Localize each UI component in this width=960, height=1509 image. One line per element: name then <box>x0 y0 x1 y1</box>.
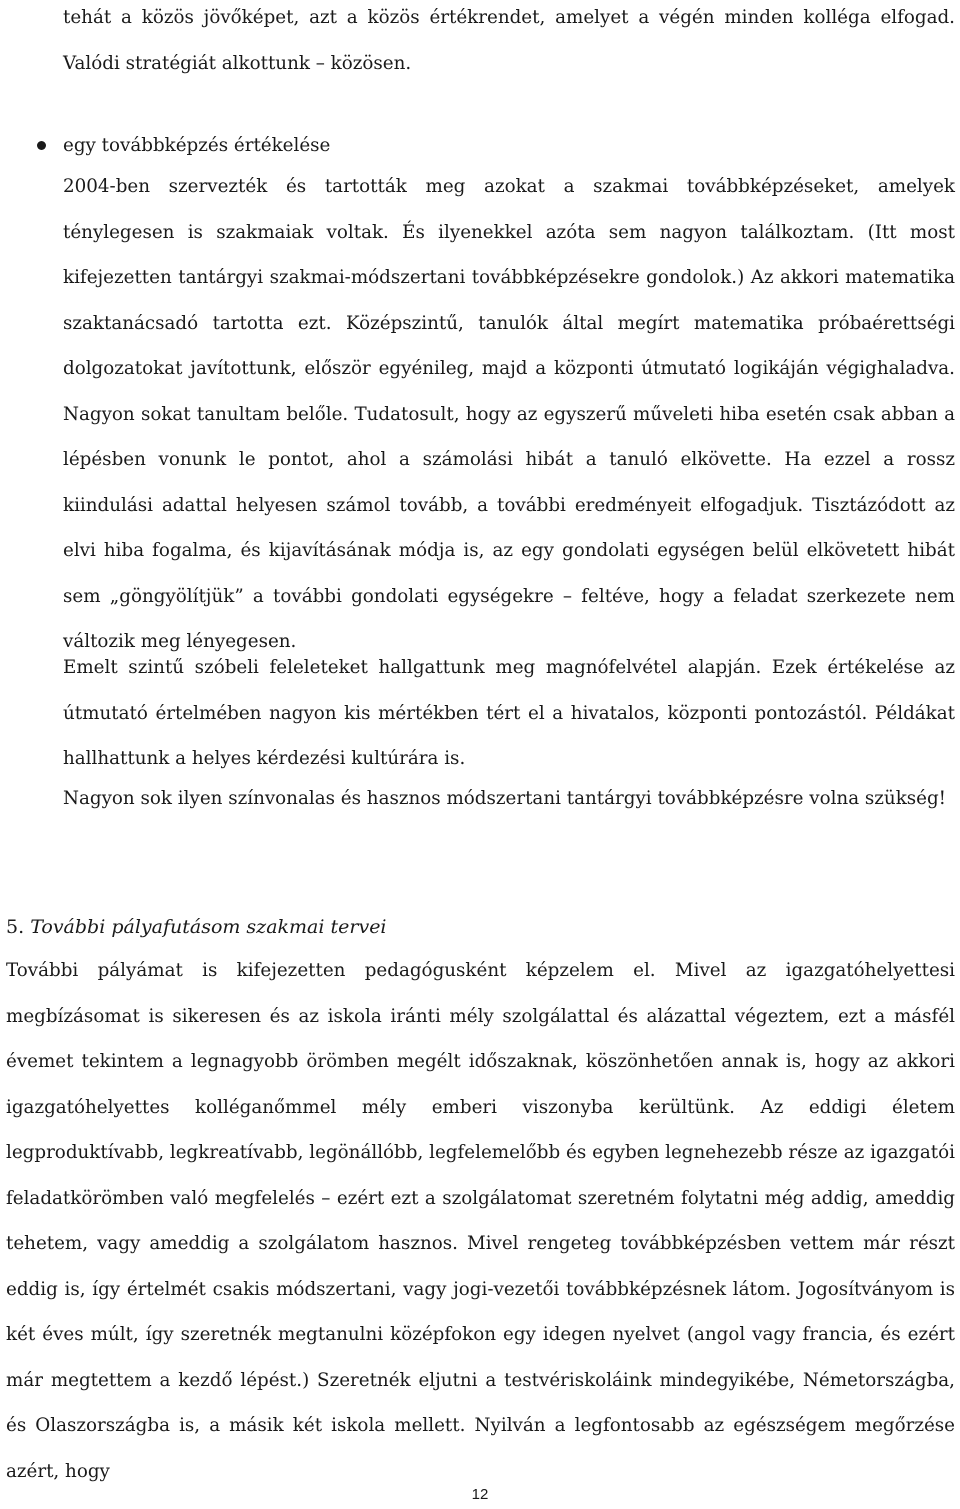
section-heading <box>6 905 906 951</box>
bullet-heading: egy továbbképzés értékelése <box>63 135 331 156</box>
paragraph-need: Nagyon sok ilyen színvonalas és hasznos módszertani tantárgyi továbbképzésre volna szükség! <box>63 788 947 809</box>
section-number: 5. <box>6 916 25 938</box>
bullet-icon <box>37 141 46 150</box>
page-number: 12 <box>471 1486 489 1503</box>
paragraph-training: 2004-ben szervezték és tartották meg azokat a szakmai továbbképzéseket, amelyek ténylegesen is szakmaiak voltak. És ilyenekkel azóta sem nagyon találkoztam. (Itt most kifejezetten tantárgyi szakmai-módszertani továbbképzésekre gondolok.) Az akkori matematika szaktanácsadó tartotta ezt. Középszintű, tanulók által megírt matematika próbaérettségi dolgozatokat javítottunk, először egyénileg, majd a központi útmutató logikáján végighaladva. Nagyon sokat tanultam belőle. Tudatosult, hogy az egyszerű műveleti hiba esetén csak abban a lépésben vonunk le pontot, ahol a számolási hibát a tanuló elkövette. Ha ezzel a rossz kiindulási adattal helyesen számol tovább, a további eredményeit elfogadjuk. Tisztázódott az elvi hiba fogalma, és kijavításának módja is, az egy gondolati egységen belül elkövetett hibát sem „göngyölítjük” a további gondolati egységekre – feltéve, hogy a feladat szerkezete nem változik meg lényegesen. <box>63 176 955 652</box>
paragraph-intro: tehát a közös jövőképet, azt a közös értékrendet, amelyet a végén minden kolléga elfogad. Valódi stratégiát alkottunk – közösen. <box>63 7 955 74</box>
paragraph-oral-exams: Emelt szintű szóbeli feleleteket hallgattunk meg magnófelvétel alapján. Ezek értékelése az útmutató értelmében nagyon kis mértékben tért el a hivatalos, központi pontozástól. Példákat hallhattunk a helyes kérdezési kultúrára is. <box>63 657 955 769</box>
section-title: További pályafutásom szakmai tervei <box>30 916 387 938</box>
paragraph-career: További pályámat is kifejezetten pedagógusként képzelem el. Mivel az igazgatóhelyettesi megbízásomat is sikeresen és az iskola iránti mély szolgálattal és alázattal végeztem, ezt a másfél évemet tekintem a legnagyobb örömben megélt időszaknak, köszönhetően annak is, hogy az akkori igazgatóhelyettes kolléganőmmel mély emberi viszonyba kerültünk. Az eddigi életem legproduktívabb, legkreatívabb, legönállóbb, legfelemelőbb és egyben legnehezebb része az igazgatói feladatkörömben való megfelelés – ezért ezt a szolgálatomat szeretném folytatni még addig, ameddig tehetem, vagy ameddig a szolgálatom hasznos. Mivel rengeteg továbbképzésben vettem már részt eddig is, így értelmét csakis módszertani, vagy jogi-vezetői továbbképzésnek látom. Jogosítványom is két éves múlt, így szeretnék megtanulni középfokon egy idegen nyelvet (angol vagy francia, és ezért már megtettem a kezdő lépést.) Szeretnék eljutni a testvériskoláink mindegyikébe, Németországba, és Olaszországba is, a másik két iskola mellett. Nyilván a legfontosabb az egészségem megőrzése azért, hogy <box>6 960 955 1482</box>
